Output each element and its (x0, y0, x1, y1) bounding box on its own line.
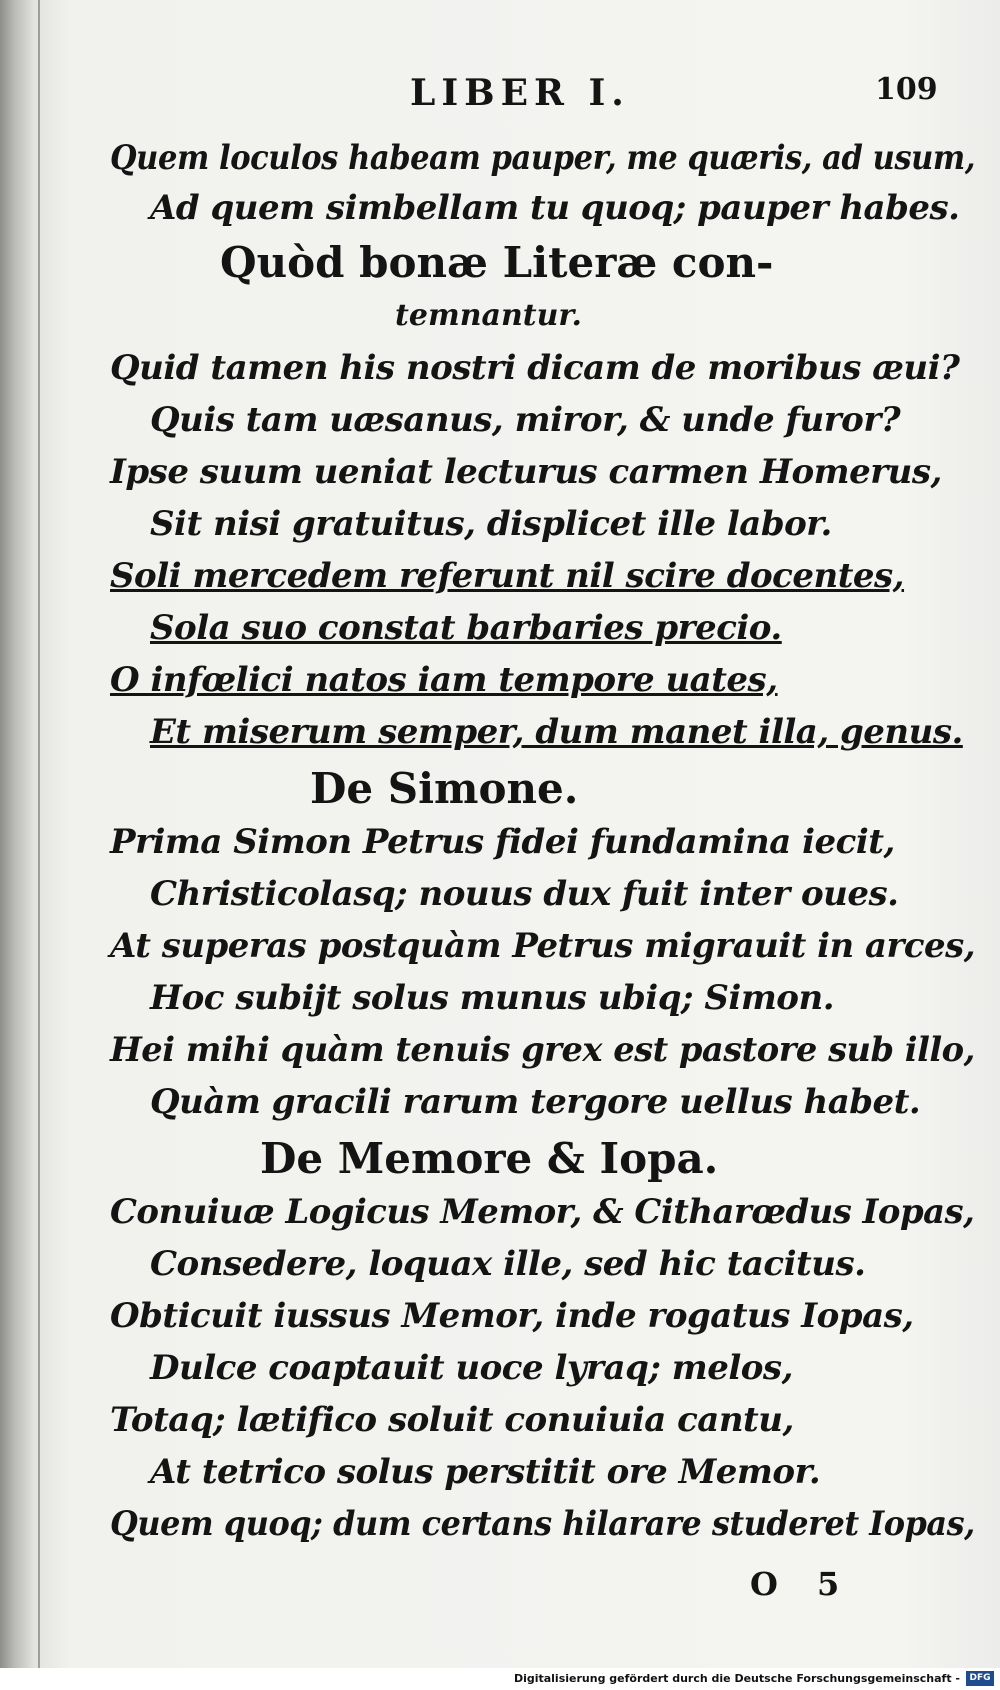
verse-line-underlined: O infœlici natos iam tempore uates, (110, 660, 778, 700)
signature-mark: O 5 (750, 1565, 854, 1603)
poem-title: De Memore & Iopa. (260, 1134, 719, 1183)
verse-line: Prima Simon Petrus fidei fundamina iecit, (110, 822, 895, 862)
verse-line: At tetrico solus perstitit ore Memor. (150, 1452, 821, 1492)
digitization-footer (0, 1668, 1000, 1690)
verse-line: Dulce coaptauit uoce lyraq; melos, (150, 1348, 793, 1388)
verse-line: Quid tamen his nostri dicam de moribus æui? (110, 348, 960, 388)
verse-line: Conuiuæ Logicus Memor, & Citharœdus Iopas, (110, 1192, 975, 1232)
verse-line: Quis tam uæsanus, miror, & unde furor? (150, 400, 901, 440)
page-number: 109 (875, 72, 938, 107)
poem-title-continued: temnantur. (395, 298, 582, 333)
poem-title: De Simone. (310, 764, 579, 813)
page-header (0, 72, 1000, 122)
verse-line: Quem loculos habeam pauper, me quæris, ad usum, (110, 138, 976, 178)
verse-line: Totaq; lætifico soluit conuiuia cantu, (110, 1400, 794, 1440)
verse-line: Ipse suum ueniat lecturus carmen Homerus, (110, 452, 942, 492)
verse-line-underlined: Sola suo constat barbaries precio. (150, 608, 782, 648)
running-head: LIBER I. (410, 72, 630, 114)
verse-line: Ad quem simbellam tu quoq; pauper habes. (150, 188, 960, 228)
dfg-logo: DFG (966, 1671, 994, 1686)
binding-gutter (38, 0, 40, 1690)
verse-line: Hoc subijt solus munus ubiq; Simon. (150, 978, 835, 1018)
verse-line: Hei mihi quàm tenuis grex est pastore sub illo, (110, 1030, 975, 1070)
verse-line: Quem quoq; dum certans hilarare studeret Iopas, (110, 1504, 975, 1544)
verse-line-underlined: Et miserum semper, dum manet illa, genus. (150, 712, 963, 752)
verse-line: Consedere, loquax ille, sed hic tacitus. (150, 1244, 866, 1284)
verse-line-underlined: Soli mercedem referunt nil scire docentes, (110, 556, 905, 596)
verse-line: Obticuit iussus Memor, inde rogatus Iopas, (110, 1296, 914, 1336)
verse-line: Quàm gracili rarum tergore uellus habet. (150, 1082, 921, 1122)
poem-title: Quòd bonæ Literæ con- (220, 238, 774, 287)
verse-line: At superas postquàm Petrus migrauit in arces, (110, 926, 976, 966)
verse-line: Christicolasq; nouus dux fuit inter oues. (150, 874, 899, 914)
verse-line: Sit nisi gratuitus, displicet ille labor. (150, 504, 832, 544)
footer-credit: Digitalisierung gefördert durch die Deutsche Forschungsgemeinschaft - (513, 1672, 960, 1685)
